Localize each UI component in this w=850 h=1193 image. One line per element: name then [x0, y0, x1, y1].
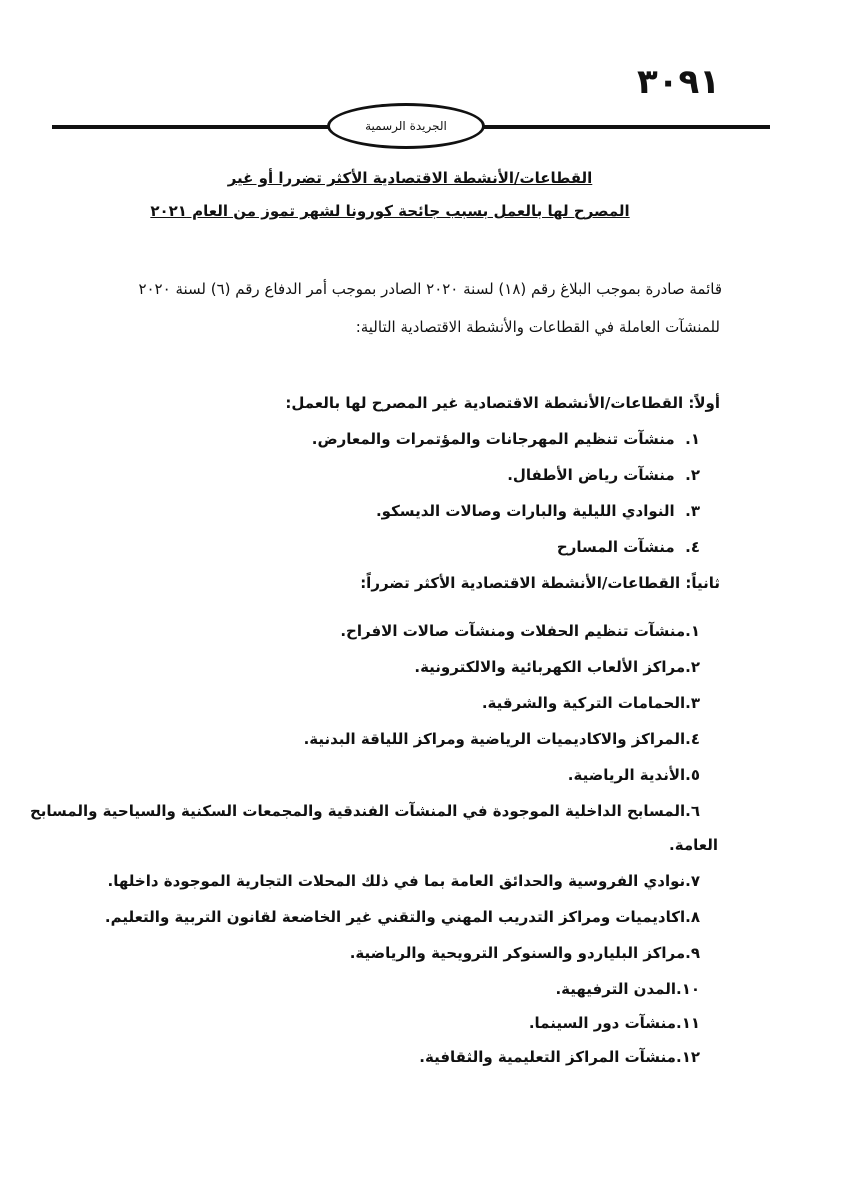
- page-number: ٣٠٩١: [636, 62, 720, 102]
- list-item: [312, 430, 700, 448]
- intro-line2: للمنشآت العاملة في القطاعات والأنشطة الاقتصادية التالية:: [355, 318, 720, 336]
- item-text: منشآت المسارح: [556, 538, 675, 556]
- intro-line1: قائمة صادرة بموجب البلاغ رقم (١٨) لسنة ٢٠٢٠ الصادر بموجب أمر الدفاع رقم (٦) لسنة ٢٠٢٠: [138, 280, 722, 298]
- item-number: ١٢.: [675, 1048, 700, 1066]
- list-item: [419, 1048, 700, 1066]
- item-text: اكاديميات ومراكز التدريب المهني والتقني غير الخاضعة لقانون التربية والتعليم.: [104, 908, 686, 926]
- list-item: [340, 622, 700, 640]
- list-item: [529, 1014, 700, 1032]
- item-number: ١.: [685, 430, 700, 448]
- list-item: [30, 802, 700, 820]
- item-number: ٩.: [685, 944, 700, 962]
- list-item: [557, 538, 700, 556]
- list-item: [507, 466, 700, 484]
- item-number: ١.: [685, 622, 700, 640]
- list-item: [350, 944, 700, 962]
- gazette-oval: [327, 103, 485, 149]
- item-number: ٣.: [685, 694, 700, 712]
- list-item: [105, 908, 700, 926]
- item-text: منشآت تنظيم الحفلات ومنشآت صالات الافراح.: [340, 622, 686, 640]
- item-text: مراكز البلياردو والسنوكر الترويحية والرياضية.: [349, 944, 686, 962]
- list-item: [568, 766, 700, 784]
- item-number: ٧.: [685, 872, 700, 890]
- item-number: ٤.: [685, 538, 700, 556]
- list-item: [555, 980, 700, 998]
- list-item: [482, 694, 700, 712]
- item-text: المراكز والاكاديميات الرياضية ومراكز اللياقة البدنية.: [303, 730, 686, 748]
- item-text: الحمامات التركية والشرقية.: [481, 694, 686, 712]
- item-number: ١١.: [675, 1014, 700, 1032]
- item-number: ٢.: [685, 658, 700, 676]
- item-text: الأندية الرياضية.: [567, 766, 686, 784]
- section2-heading: ثانياً: القطاعات/الأنشطة الاقتصادية الأكثر تضرراً:: [360, 574, 720, 592]
- item-text: النوادي الليلية والبارات وصالات الديسكو.: [375, 502, 675, 520]
- list-item: [376, 502, 700, 520]
- item-text: المدن الترفيهية.: [555, 980, 676, 998]
- gazette-label: الجريدة الرسمية: [365, 119, 447, 133]
- list-item-continuation: العامة.: [669, 836, 718, 854]
- item-number: ٥.: [685, 766, 700, 784]
- item-number: ٨.: [685, 908, 700, 926]
- list-item: [304, 730, 700, 748]
- document-title-line1: القطاعات/الأنشطة الاقتصادية الأكثر تضررا أو غير: [227, 169, 593, 187]
- document-title-line2: المصرح لها بالعمل بسبب جائحة كورونا لشهر تموز من العام ٢٠٢١: [150, 202, 630, 220]
- item-text: مراكز الألعاب الكهربائية والالكترونية.: [414, 658, 686, 676]
- item-number: ٢.: [685, 466, 700, 484]
- list-item: [414, 658, 700, 676]
- item-number: ٣.: [685, 502, 700, 520]
- list-item: [108, 872, 700, 890]
- item-text: نوادي الفروسية والحدائق العامة بما في ذلك المحلات التجارية الموجودة داخلها.: [107, 872, 686, 890]
- item-text: منشآت رياض الأطفال.: [507, 466, 675, 484]
- section1-heading: أولاً: القطاعات/الأنشطة الاقتصادية غير المصرح لها بالعمل:: [285, 394, 720, 412]
- item-number: ٤.: [685, 730, 700, 748]
- item-text: منشآت المراكز التعليمية والثقافية.: [419, 1048, 676, 1066]
- item-text: المسابح الداخلية الموجودة في المنشآت الفندقية والمجمعات السكنية والسياحية والمسابح: [29, 802, 686, 820]
- item-text: منشآت تنظيم المهرجانات والمؤتمرات والمعارض.: [311, 430, 675, 448]
- item-number: ١٠.: [675, 980, 700, 998]
- item-number: ٦.: [685, 802, 700, 820]
- item-text: منشآت دور السينما.: [528, 1014, 676, 1032]
